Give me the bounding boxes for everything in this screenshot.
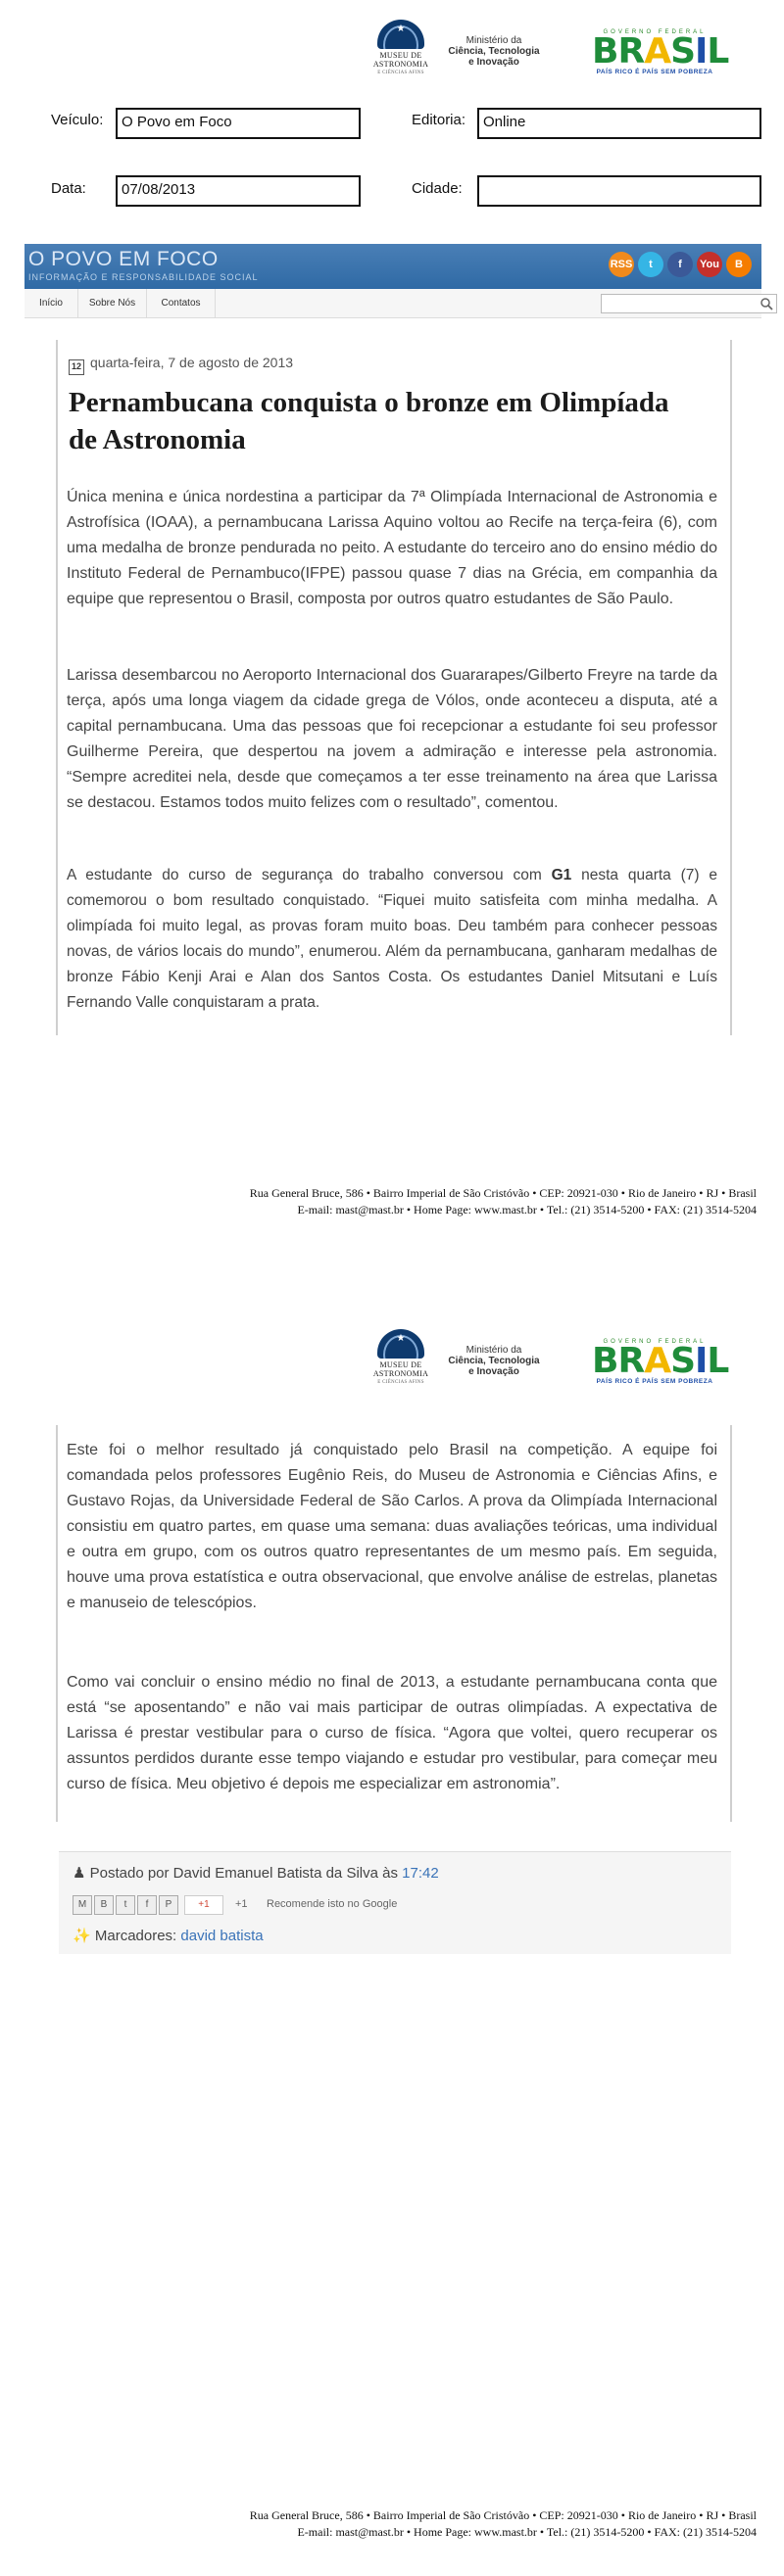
post-labels: ✨ Marcadores: david batista xyxy=(73,1928,264,1944)
post-paragraph-2: Larissa desembarcou no Aeroporto Internacional dos Guararapes/Gilberto Freyre na tarde da terça, após uma longa viagem da cidade grega de Vólos, onde aconteceu a disputa, até a capital pernambucana. Uma das pessoas que foi recepcionar a estudante foi seu professor Guilherme Pereira, que despertou na jovem a admiração e interesse pela astronomia. “Sempre acreditei nela, desde que começamos a ter esse treinamento na área que Larissa se destacou. Estamos todos muito felizes com o resultado”, comentou. xyxy=(67,667,717,811)
search-input[interactable] xyxy=(601,294,777,313)
twitter-icon[interactable]: t xyxy=(638,252,663,277)
nav-inicio[interactable]: Início xyxy=(24,289,78,318)
facebook-share-icon[interactable]: f xyxy=(137,1895,157,1915)
address-block-2: Rua General Bruce, 586 • Bairro Imperial de São Cristóvão • CEP: 20921-030 • Rio de Janeiro • RJ • Brasil E-mail: mast@mast.br • Home Page: www.mast.br • Tel.: (21) 3514-5200 • FAX: (21) 3514-5204 xyxy=(249,2508,757,2539)
post-footer xyxy=(59,1851,731,1954)
post-paragraph-4: Este foi o melhor resultado já conquistado pelo Brasil na competição. A equipe foi comandada pelos professores Eugênio Reis, do Museu de Astronomia e Ciências Afins, e Gustavo Rojas, da Universidade Federal de São Carlos. A prova da Olimpíada Internacional consistiu em quatro partes, em quase uma semana: duas avaliações teóricas, uma individual e outra em grupo, com os outros quatro representantes de um mesmo país. Em seguida, houve uma prova estatística e outra observacional, que envolve análise de estrelas, planetas e manuseio de telescópios. xyxy=(67,1442,717,1611)
author-icon: ♟ xyxy=(73,1865,86,1882)
header-logos xyxy=(363,18,784,86)
blog-title[interactable]: O POVO EM FOCO xyxy=(28,248,219,270)
pinterest-share-icon[interactable]: P xyxy=(159,1895,178,1915)
twitter-share-icon[interactable]: t xyxy=(116,1895,135,1915)
calendar-icon: 12 xyxy=(69,359,84,375)
blog-banner xyxy=(24,244,761,289)
search-icon[interactable] xyxy=(760,297,773,310)
blog-nav xyxy=(24,289,761,318)
data-field[interactable]: 07/08/2013 xyxy=(116,175,361,207)
nav-contatos[interactable]: Contatos xyxy=(147,289,216,318)
brasil-government-logo: GOVERNO FEDERAL BRASIL PAÍS RICO É PAÍS SEM POBREZA xyxy=(592,29,729,75)
address-block-1: Rua General Bruce, 586 • Bairro Imperial de São Cristóvão • CEP: 20921-030 • Rio de Janeiro • RJ • Brasil E-mail: mast@mast.br • Home Page: www.mast.br • Tel.: (21) 3514-5200 • FAX: (21) 3514-5204 xyxy=(249,1186,757,1216)
editoria-field[interactable]: Online xyxy=(477,108,761,139)
data-label: Data: xyxy=(51,180,86,197)
cidade-field[interactable] xyxy=(477,175,761,207)
blog-this-icon[interactable]: B xyxy=(94,1895,114,1915)
post-title[interactable]: Pernambucana conquista o bronze em Olimpíada de Astronomia xyxy=(69,387,669,455)
email-share-icon[interactable]: M xyxy=(73,1895,92,1915)
museu-logo xyxy=(367,1329,435,1392)
veiculo-field[interactable]: O Povo em Foco xyxy=(116,108,361,139)
museu-name: MUSEU DE ASTRONOMIA E CIÊNCIAS AFINS xyxy=(372,51,429,75)
observatory-icon xyxy=(377,20,424,49)
facebook-icon[interactable]: f xyxy=(667,252,693,277)
brasil-wordmark: BRASIL xyxy=(592,31,729,72)
google-plus-button[interactable]: +1 xyxy=(184,1895,223,1915)
label-link[interactable]: david batista xyxy=(180,1928,264,1944)
blogger-icon[interactable]: B xyxy=(726,252,752,277)
recommend-text: Recomende isto no Google xyxy=(267,1898,398,1910)
blog-subtitle: INFORMAÇÃO E RESPONSABILIDADE SOCIAL xyxy=(28,272,259,282)
observatory-icon xyxy=(377,1329,424,1359)
rss-icon[interactable]: RSS xyxy=(609,252,634,277)
museu-logo xyxy=(367,20,435,82)
editoria-label: Editoria: xyxy=(412,112,466,128)
youtube-icon[interactable]: You xyxy=(697,252,722,277)
post-author-line: ♟ Postado por David Emanuel Batista da Silva às 17:42 xyxy=(73,1865,439,1882)
brasil-government-logo: GOVERNO FEDERAL BRASIL PAÍS RICO É PAÍS SEM POBREZA xyxy=(592,1339,729,1385)
post-paragraph-3: A estudante do curso de segurança do trabalho conversou com G1 nesta quarta (7) e comemorou o bom resultado conquistado. “Fiquei muito satisfeita com minha medalha. A olimpíada foi muito legal, as provas foram muito boas. Deu também para conhecer pessoas novas, de vários locais do mundo”, enumerou. Além da pernambucana, ganharam medalhas de bronze Fábio Kenji Arai e Alan dos Santos Costa. Os estudantes Daniel Mitsutani e Luís Fernando Valle conquistaram a prata. xyxy=(67,867,717,1011)
museu-name: MUSEU DE ASTRONOMIA E CIÊNCIAS AFINS xyxy=(372,1360,429,1385)
veiculo-label: Veículo: xyxy=(51,112,104,128)
cidade-label: Cidade: xyxy=(412,180,463,197)
ministry-logo: Ministério da Ciência, Tecnologia e Inovação xyxy=(448,35,540,68)
post-date: 12 quarta-feira, 7 de agosto de 2013 xyxy=(69,355,293,375)
brasil-wordmark: BRASIL xyxy=(592,1341,729,1381)
post-paragraph-1: Única menina e única nordestina a participar da 7ª Olimpíada Internacional de Astronomia e Astrofísica (IOAA), a pernambucana Larissa Aquino voltou ao Recife na terça-feira (6), com uma medalha de bronze pendurada no peito. A estudante do terceiro ano do ensino médio do Instituto Federal de Pernambuco(IFPE) passou quase 7 dias na Grécia, em companhia da equipe que representou o Brasil, composta por outros quatro estudantes de São Paulo. xyxy=(67,489,717,607)
header-logos-page-2 xyxy=(363,1327,784,1396)
nav-sobre-nos[interactable]: Sobre Nós xyxy=(78,289,147,318)
plus-count: +1 xyxy=(235,1898,248,1910)
tag-icon: ✨ xyxy=(73,1928,91,1944)
post-paragraph-5: Como vai concluir o ensino médio no final de 2013, a estudante pernambucana conta que está “se aposentando” e não vai mais participar de outras olimpíadas. A expectativa de Larissa é prestar vestibular para o curso de física. “Agora que voltei, quero recuperar os assuntos perdidos durante esse tempo viajando e estudar pro vestibular, para começar meu curso de física. Meu objetivo é depois me especializar em astronomia”. xyxy=(67,1674,717,1792)
post-time-link[interactable]: 17:42 xyxy=(402,1865,439,1882)
ministry-logo: Ministério da Ciência, Tecnologia e Inovação xyxy=(448,1345,540,1377)
